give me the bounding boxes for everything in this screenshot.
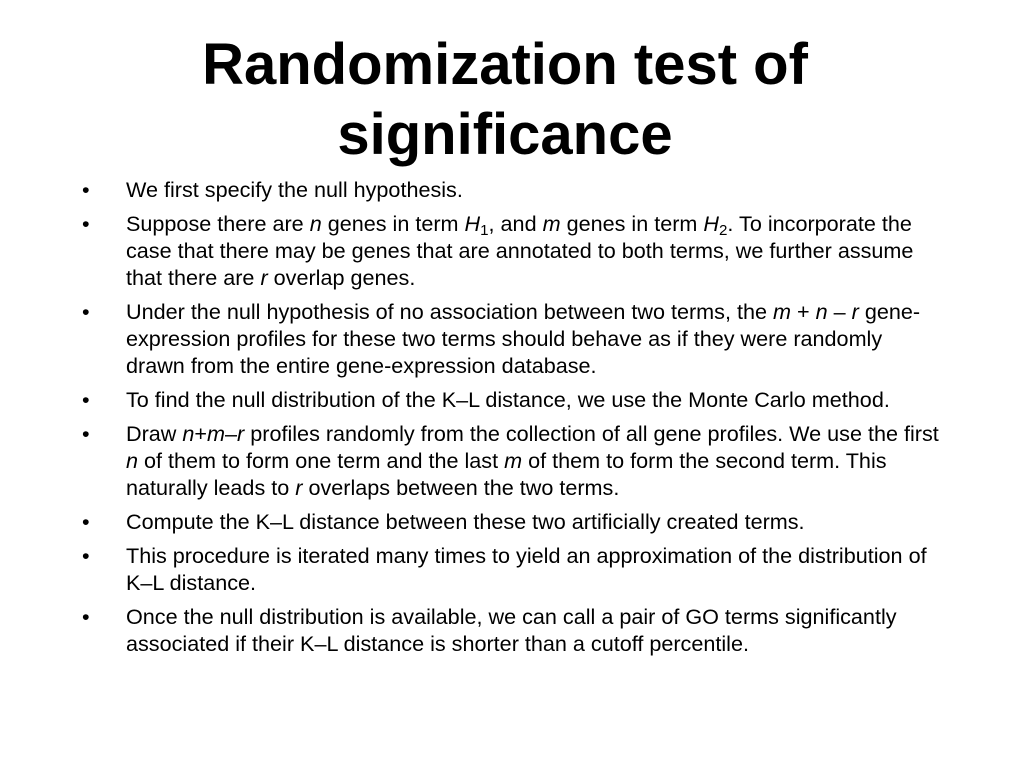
math-variable: H — [464, 211, 481, 236]
bullet-item-3 — [82, 298, 942, 379]
bullet-text: – — [225, 421, 238, 446]
math-variable: r — [851, 299, 859, 324]
math-variable: m — [542, 211, 561, 236]
slide-title-line-1: Randomization test of — [202, 32, 808, 97]
bullet-item-2 — [82, 210, 942, 291]
bullet-text: profiles randomly from the collection of all gene profiles. We use the first — [244, 421, 939, 446]
bullet-text: Compute the K–L distance between these two artificially created terms. — [126, 509, 805, 534]
math-subscript: 2 — [719, 221, 728, 239]
bullet-text: – — [827, 299, 852, 324]
bullet-text: gene-expression profiles for these two terms should behave as if they were randomly drawn from the entire gene-expression database. — [126, 299, 921, 378]
bullet-item-8 — [82, 603, 942, 657]
bullet-text: of them to form one term and the last — [138, 448, 505, 473]
bullet-text: Draw — [126, 421, 183, 446]
bullet-marker: • — [82, 543, 90, 568]
bullet-text: , and — [488, 211, 543, 236]
bullet-text: + — [194, 421, 208, 446]
bullet-marker: • — [82, 211, 90, 236]
math-variable: m — [207, 421, 226, 446]
bullet-item-6 — [82, 508, 942, 535]
math-variable: n — [815, 299, 828, 324]
math-variable: r — [260, 265, 268, 290]
bullet-text: This procedure is iterated many times to yield an approximation of the distribution of K–L distance. — [126, 543, 927, 595]
bullet-text: genes in term — [560, 211, 704, 236]
bullet-marker: • — [82, 421, 90, 446]
bullet-text: overlap genes. — [267, 265, 416, 290]
bullet-item-7 — [82, 542, 942, 596]
bullet-marker: • — [82, 299, 90, 324]
bullet-text: Once the null distribution is available, we can call a pair of GO terms significantly associated if their K–L distance is shorter than a cutoff percentile. — [126, 604, 897, 656]
bullet-text: We first specify the null hypothesis. — [126, 177, 463, 202]
math-variable: r — [295, 475, 303, 500]
slide-title — [0, 30, 1010, 170]
math-variable: n — [309, 211, 322, 236]
math-variable: m — [504, 448, 523, 473]
math-variable: r — [237, 421, 245, 446]
math-variable: n — [182, 421, 195, 446]
bullet-text: + — [790, 299, 816, 324]
bullet-text: Suppose there are — [126, 211, 310, 236]
bullet-list — [82, 176, 942, 664]
slide-title-line-2: significance — [337, 102, 673, 167]
math-subscript: 1 — [480, 221, 489, 239]
bullet-marker: • — [82, 177, 90, 202]
bullet-marker: • — [82, 387, 90, 412]
bullet-item-4 — [82, 386, 942, 413]
math-variable: m — [772, 299, 791, 324]
bullet-item-1 — [82, 176, 942, 203]
bullet-text: genes in term — [321, 211, 465, 236]
bullet-text: . To incorporate the case that there may be genes that are annotated to both terms, we further assume that there are — [126, 211, 914, 290]
bullet-marker: • — [82, 604, 90, 629]
bullet-text: of them to form the second term. This naturally leads to — [126, 448, 887, 500]
bullet-text: To find the null distribution of the K–L distance, we use the Monte Carlo method. — [126, 387, 890, 412]
bullet-text: overlaps between the two terms. — [302, 475, 620, 500]
math-variable: H — [703, 211, 720, 236]
math-variable: n — [126, 448, 139, 473]
bullet-item-5 — [82, 420, 942, 501]
bullet-marker: • — [82, 509, 90, 534]
bullet-text: Under the null hypothesis of no association between two terms, the — [126, 299, 773, 324]
